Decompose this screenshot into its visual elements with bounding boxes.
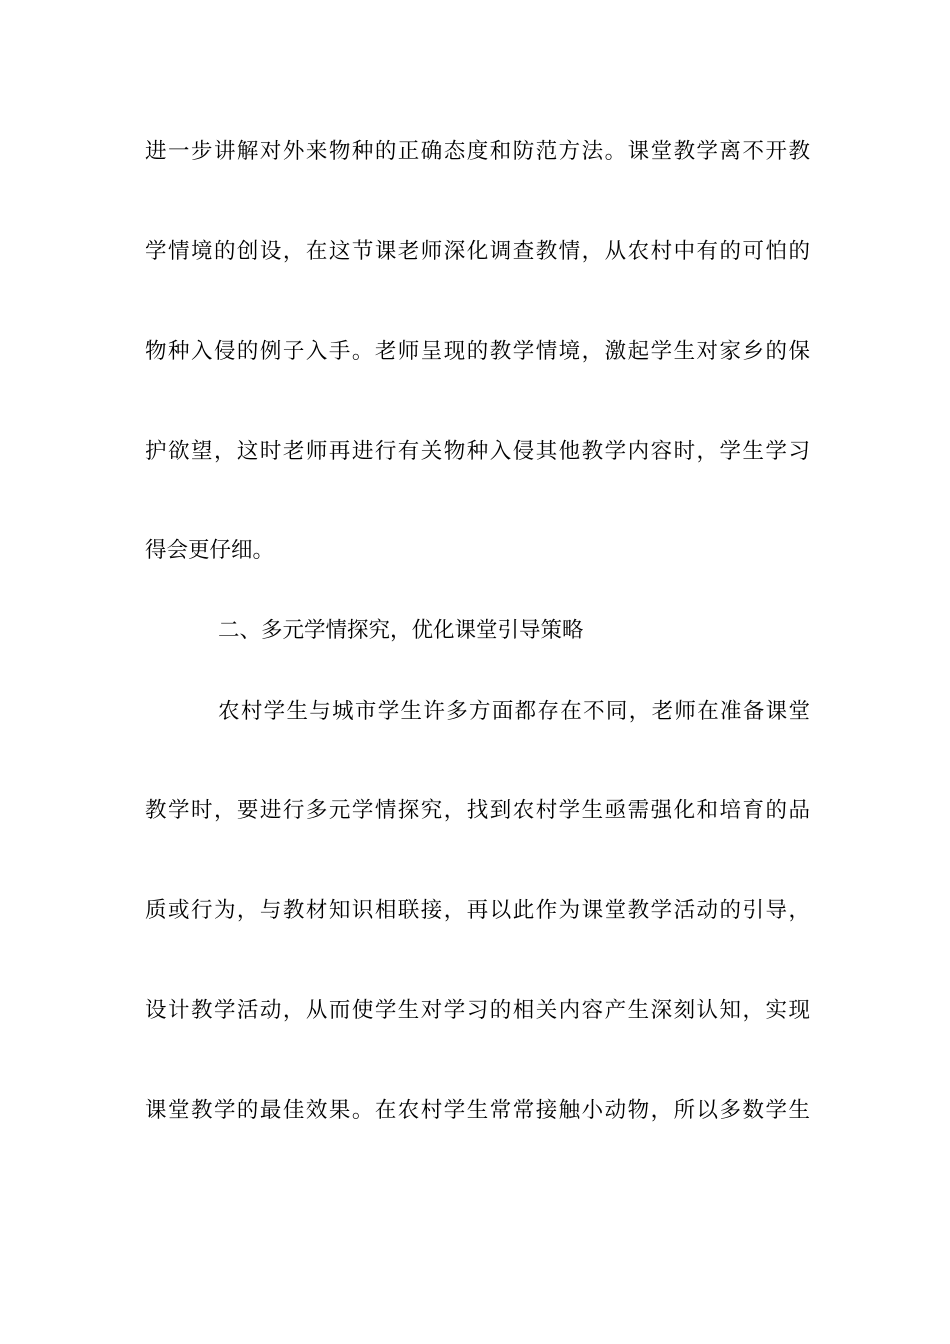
paragraph-2-line-1: 农村学生与城市学生许多方面都存在不同，老师在准备课堂 bbox=[218, 699, 810, 724]
paragraph-1-line-2: 学情境的创设，在这节课老师深化调查教情，从农村中有的可怕的 bbox=[145, 239, 810, 264]
paragraph-1-line-4: 护欲望，这时老师再进行有关物种入侵其他教学内容时，学生学习 bbox=[145, 439, 810, 464]
paragraph-1-line-5: 得会更仔细。 bbox=[145, 538, 275, 563]
paragraph-1-line-1: 进一步讲解对外来物种的正确态度和防范方法。课堂教学离不开教 bbox=[145, 139, 810, 164]
paragraph-1-line-3: 物种入侵的例子入手。老师呈现的教学情境，激起学生对家乡的保 bbox=[145, 339, 810, 364]
paragraph-2-line-5: 课堂教学的最佳效果。在农村学生常常接触小动物，所以多数学生 bbox=[145, 1098, 810, 1123]
paragraph-2-line-3: 质或行为，与教材知识相联接，再以此作为课堂教学活动的引导， bbox=[145, 898, 810, 923]
section-heading: 二、多元学情探究，优化课堂引导策略 bbox=[218, 618, 584, 643]
paragraph-2-line-2: 教学时，要进行多元学情探究，找到农村学生亟需强化和培育的品 bbox=[145, 798, 810, 823]
paragraph-2-line-4: 设计教学活动，从而使学生对学习的相关内容产生深刻认知，实现 bbox=[145, 998, 810, 1023]
